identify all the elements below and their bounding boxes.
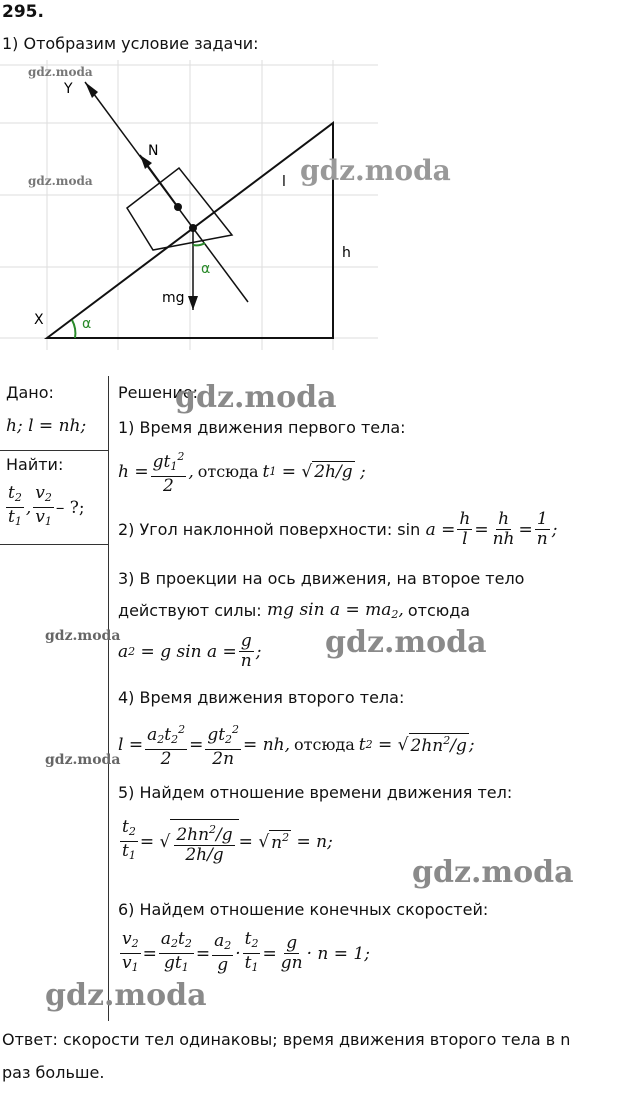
watermark-2: gdz.moda: [45, 628, 121, 644]
label-l: l: [282, 174, 286, 190]
label-x: X: [34, 312, 44, 328]
label-alpha-bottom: α: [82, 316, 92, 332]
eq3: a 2 = g sin a = $\frac{g}{n}$ ;: [118, 631, 262, 671]
eq5: $\frac{t_2}{t_1}$ = √ $\frac{2hn^2/g}{2h/g}$ = √ $n^2$ = n;: [122, 817, 333, 865]
answer-line2: раз больше.: [2, 1063, 105, 1082]
watermark-small-1: gdz.moda: [28, 65, 93, 79]
solution-step5: 5) Найдем отношение времени движения тел:: [118, 783, 513, 802]
watermark-small-2: gdz.moda: [28, 174, 93, 188]
angle-arc-top: [193, 243, 205, 245]
watermark-4: gdz.moda: [45, 752, 121, 768]
label-n: N: [148, 143, 159, 159]
grid: [0, 60, 378, 350]
watermark-6: gdz.moda: [45, 978, 207, 1013]
watermark-big: gdz.moda: [300, 154, 451, 187]
answer-line1: Ответ: скорости тел одинаковы; время движения второго тела в n: [2, 1030, 571, 1049]
inclined-plane-diagram: [0, 60, 451, 350]
find-expr: $\frac{t_2}{t_1}$ , $\frac{v_2}{v_1}$ – ?;: [8, 483, 85, 528]
find-title: Найти:: [6, 455, 64, 474]
given-underline: [0, 450, 108, 451]
solution-step3b: действуют силы: mg $\sin a = ma_2$, отсюда: [118, 600, 471, 621]
given-divider: [108, 376, 109, 1021]
watermark-3: gdz.moda: [325, 625, 487, 660]
label-alpha-top: α: [201, 261, 211, 277]
find-tail: – ?;: [55, 497, 85, 518]
solution-step2: 2) Угол наклонной поверхности: sin a = $\frac{h}{l}$ = $\frac{h}{nh}$ = $\frac{1}{n}$ ;: [118, 509, 558, 549]
given-title: Дано:: [6, 383, 54, 402]
eq6: $\frac{v_2}{v_1}$ = $\frac{a_2t_2}{gt_1}$ = $\frac{a_2}{g}$ · $\frac{t_2}{t_1}$ = $\frac{g}{gn}$ · n = 1;: [122, 929, 370, 975]
watermark-5: gdz.moda: [412, 855, 574, 890]
find-underline: [0, 544, 108, 545]
label-mg: mg: [162, 290, 185, 306]
solution-step3a: 3) В проекции на ось движения, на второе тело: [118, 569, 525, 588]
solution-title: Решение:: [118, 383, 199, 402]
solution-step6: 6) Найдем отношение конечных скоростей:: [118, 900, 489, 919]
solution-step4: 4) Время движения второго тела:: [118, 688, 405, 707]
label-h: h: [342, 245, 351, 261]
eq1: h = $\frac{gt_1^2}{2}$ , отсюда t 1 = √ 2h/g ;: [118, 447, 366, 496]
angle-arc-bottom: [72, 320, 75, 338]
step1-text: 1) Отобразим условие задачи:: [2, 34, 259, 53]
eq4: l = $\frac{a_2t_2^2}{2}$ = $\frac{gt_2^2}{2n}$ = nh, отсюда t 2 = √ $2hn^2/g$ ;: [118, 720, 475, 769]
problem-number: 295.: [2, 2, 44, 22]
given-line: h; l = nh;: [6, 416, 87, 436]
solution-step1: 1) Время движения первого тела:: [118, 418, 406, 437]
watermark-1: gdz.moda: [175, 380, 337, 415]
label-y: Y: [64, 81, 73, 97]
